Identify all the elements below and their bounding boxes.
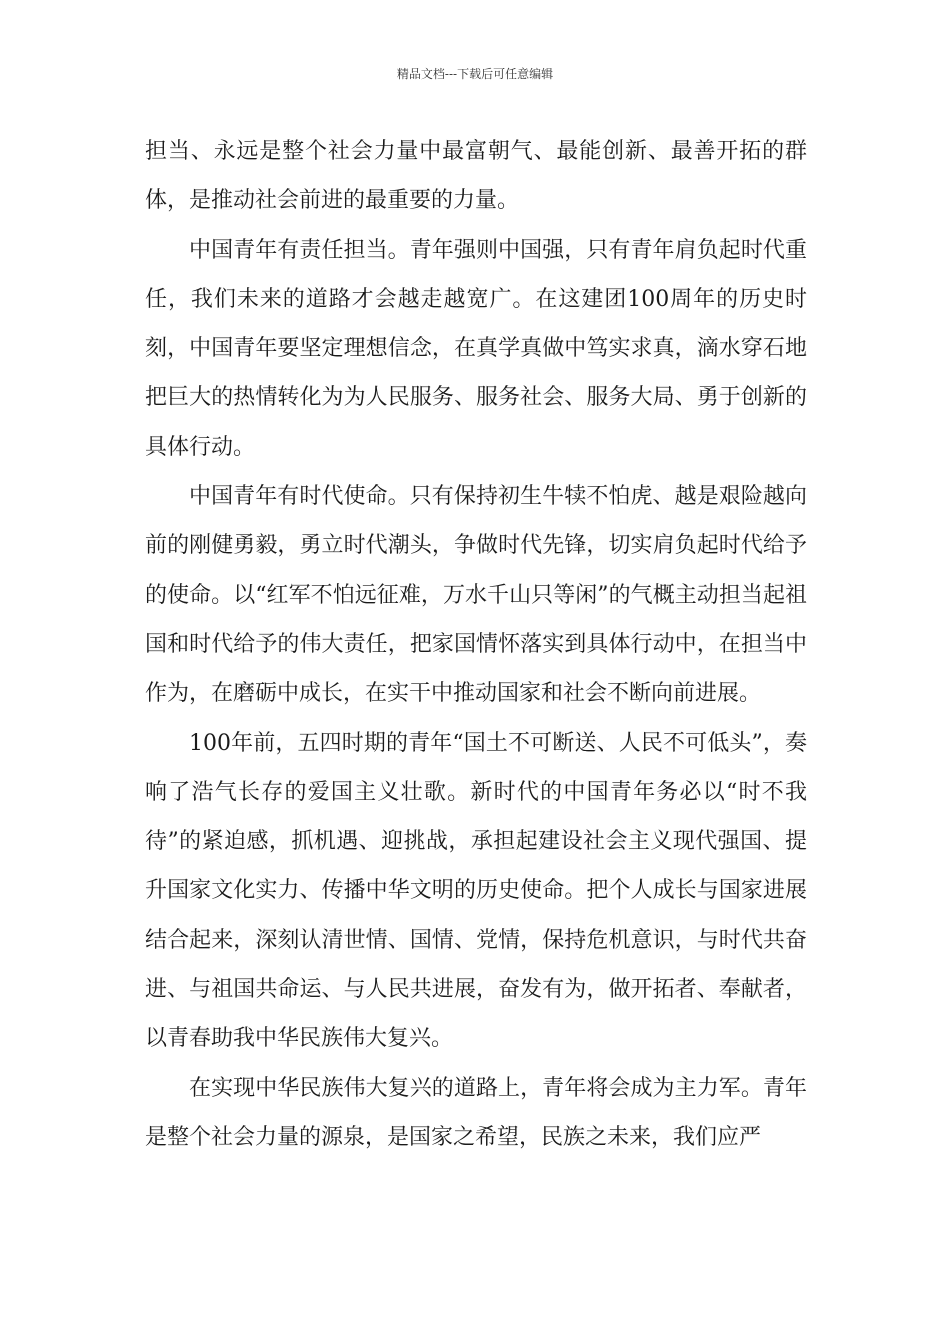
page-header: 精品文档---下载后可任意编辑 [396,67,554,81]
paragraph-3: 中国青年有时代使命。只有保持初生牛犊不怕虎、越是艰险越向前的刚健勇毅，勇立时代潮头，争做时代先锋，切实肩负起时代给予的使命。以“红军不怕远征难，万水千山只等闲”的气概主动担当起祖国和时代给予的伟大责任，把家国情怀落实到具体行动中，在担当中作为，在磨砺中成长，在实干中推动国家和社会不断向前进展。 [145,484,807,707]
document-body [145,127,807,1162]
paragraph-1: 担当、永远是整个社会力量中最富朝气、最能创新、最善开拓的群体，是推动社会前进的最重要的力量。 [145,139,807,214]
paragraph-5: 在实现中华民族伟大复兴的道路上，青年将会成为主力军。青年是整个社会力量的源泉，是国家之希望，民族之未来，我们应严 [145,1075,807,1150]
paragraph-4: 100年前，五四时期的青年“国土不可断送、人民不可低头”，奏响了浩气长存的爱国主义壮歌。新时代的中国青年务必以“时不我待”的紧迫感，抓机遇、迎挑战，承担起建设社会主义现代强国、提升国家文化实力、传播中华文明的历史使命。把个人成长与国家进展结合起来，深刻认清世情、国情、党情，保持危机意识，与时代共奋进、与祖国共命运、与人民共进展，奋发有为，做开拓者、奉献者，以青春助我中华民族伟大复兴。 [145,730,807,1052]
paragraph-2: 中国青年有责任担当。青年强则中国强，只有青年肩负起时代重任，我们未来的道路才会越走越宽广。在这建团100周年的历史时刻，中国青年要坚定理想信念，在真学真做中笃实求真，滴水穿石地把巨大的热情转化为为人民服务、服务社会、服务大局、勇于创新的具体行动。 [145,237,807,460]
